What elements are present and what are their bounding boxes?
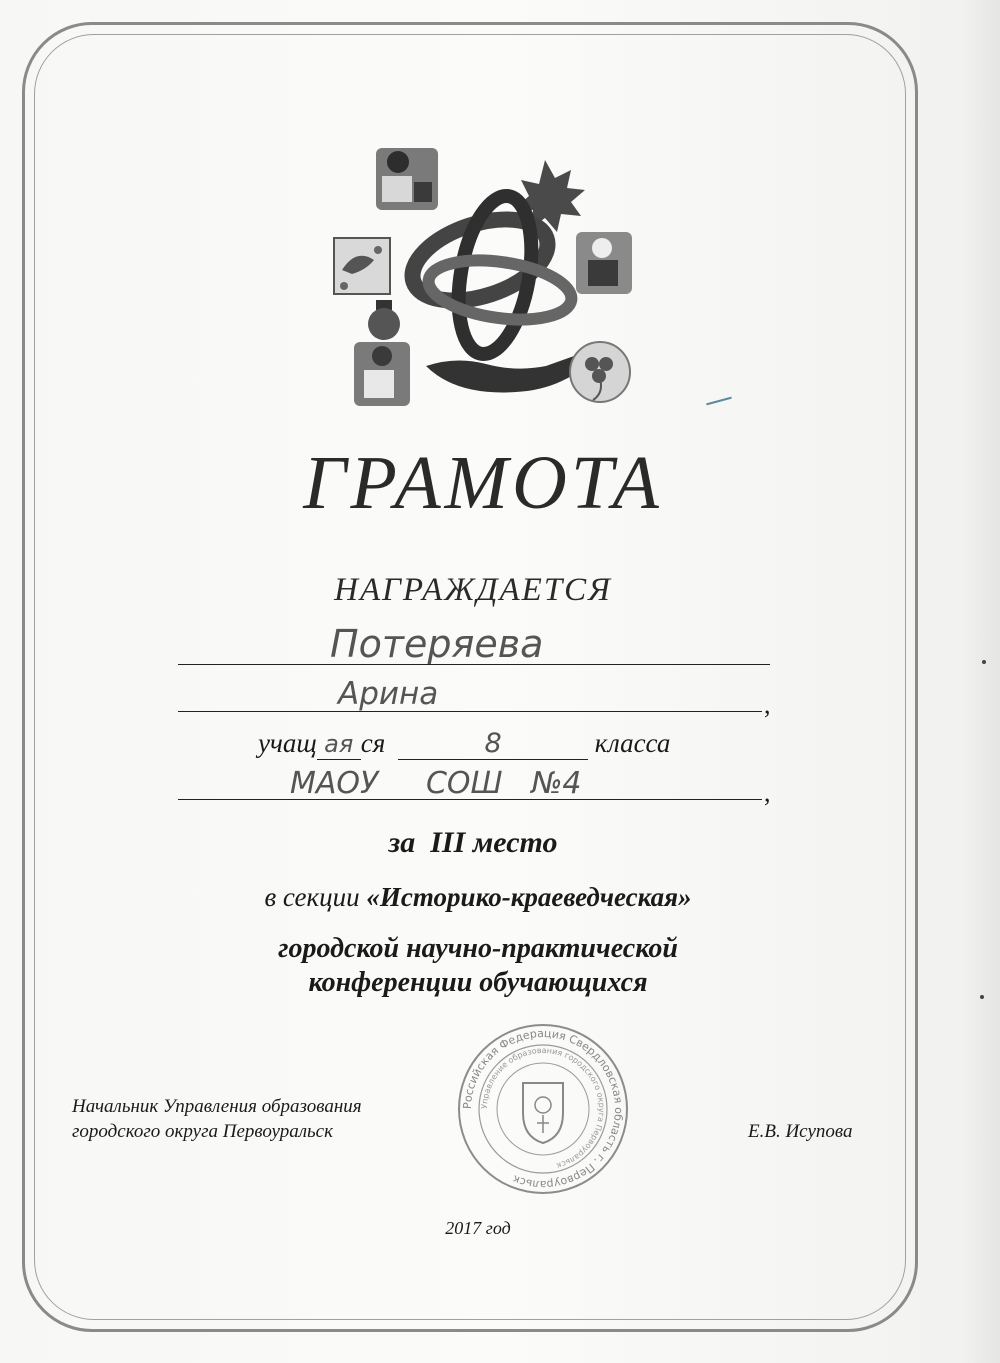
first-name-handwritten: Арина	[338, 676, 439, 712]
clover-sphere-icon	[570, 342, 630, 402]
place-text: за III место	[388, 826, 558, 859]
signer-title-line-1: Начальник Управления образования	[72, 1096, 362, 1117]
student-ending-blank	[317, 728, 361, 760]
comma-mark: ,	[764, 690, 771, 719]
conference-line-2: конференции обучающихся	[308, 967, 648, 998]
year-text: 2017 год	[445, 1218, 511, 1238]
scan-edge-shadow	[960, 0, 1000, 1363]
conference-text	[0, 932, 956, 1000]
scientist-square-icon	[354, 342, 410, 406]
education-emblem-illustration	[330, 140, 640, 415]
student-suffix: ся	[360, 728, 386, 758]
student-prefix: учащ	[258, 728, 317, 758]
first-name-underline	[178, 711, 762, 712]
class-label: класса	[594, 728, 671, 758]
awarded-label: НАГРАЖДАЕТСЯ	[334, 572, 612, 608]
signer-title-line-2: городского округа Первоуральск	[72, 1121, 333, 1142]
scan-speck	[982, 660, 986, 664]
bird-tile-icon	[334, 238, 390, 294]
section-line	[0, 882, 956, 913]
student-class-row	[258, 728, 670, 760]
scan-speck	[980, 995, 984, 999]
surname-underline	[178, 664, 770, 665]
stamp-inner-text: Управление образования городского округа Первоуральск	[479, 1045, 607, 1171]
conference-line-1: городской научно-практической	[278, 933, 678, 964]
person-square-icon	[376, 148, 438, 210]
signer-name: Е.В. Исупова	[748, 1121, 853, 1142]
grade-handwritten: 8	[484, 728, 502, 759]
section-name: «Историко-краеведческая»	[366, 882, 692, 912]
signer-title	[72, 1094, 362, 1144]
surname-handwritten: Потеряева	[330, 622, 544, 666]
stamp-outer-text: Российская Федерация Свердловская область г. Первоуральск	[460, 1026, 626, 1192]
certificate-title: ГРАМОТА	[303, 441, 663, 525]
section-prefix: в секции	[264, 882, 360, 912]
official-stamp	[457, 1023, 629, 1195]
svg-text:Управление образования городск	[480, 1046, 606, 1170]
bottle-icon	[368, 300, 400, 340]
comma-mark: ,	[764, 778, 771, 807]
grade-blank	[398, 728, 588, 760]
school-underline	[178, 799, 762, 800]
student-ending-handwritten: ая	[324, 730, 354, 758]
traveler-square-icon	[576, 232, 632, 294]
school-handwritten: МАОУ СОШ №4	[290, 766, 582, 801]
